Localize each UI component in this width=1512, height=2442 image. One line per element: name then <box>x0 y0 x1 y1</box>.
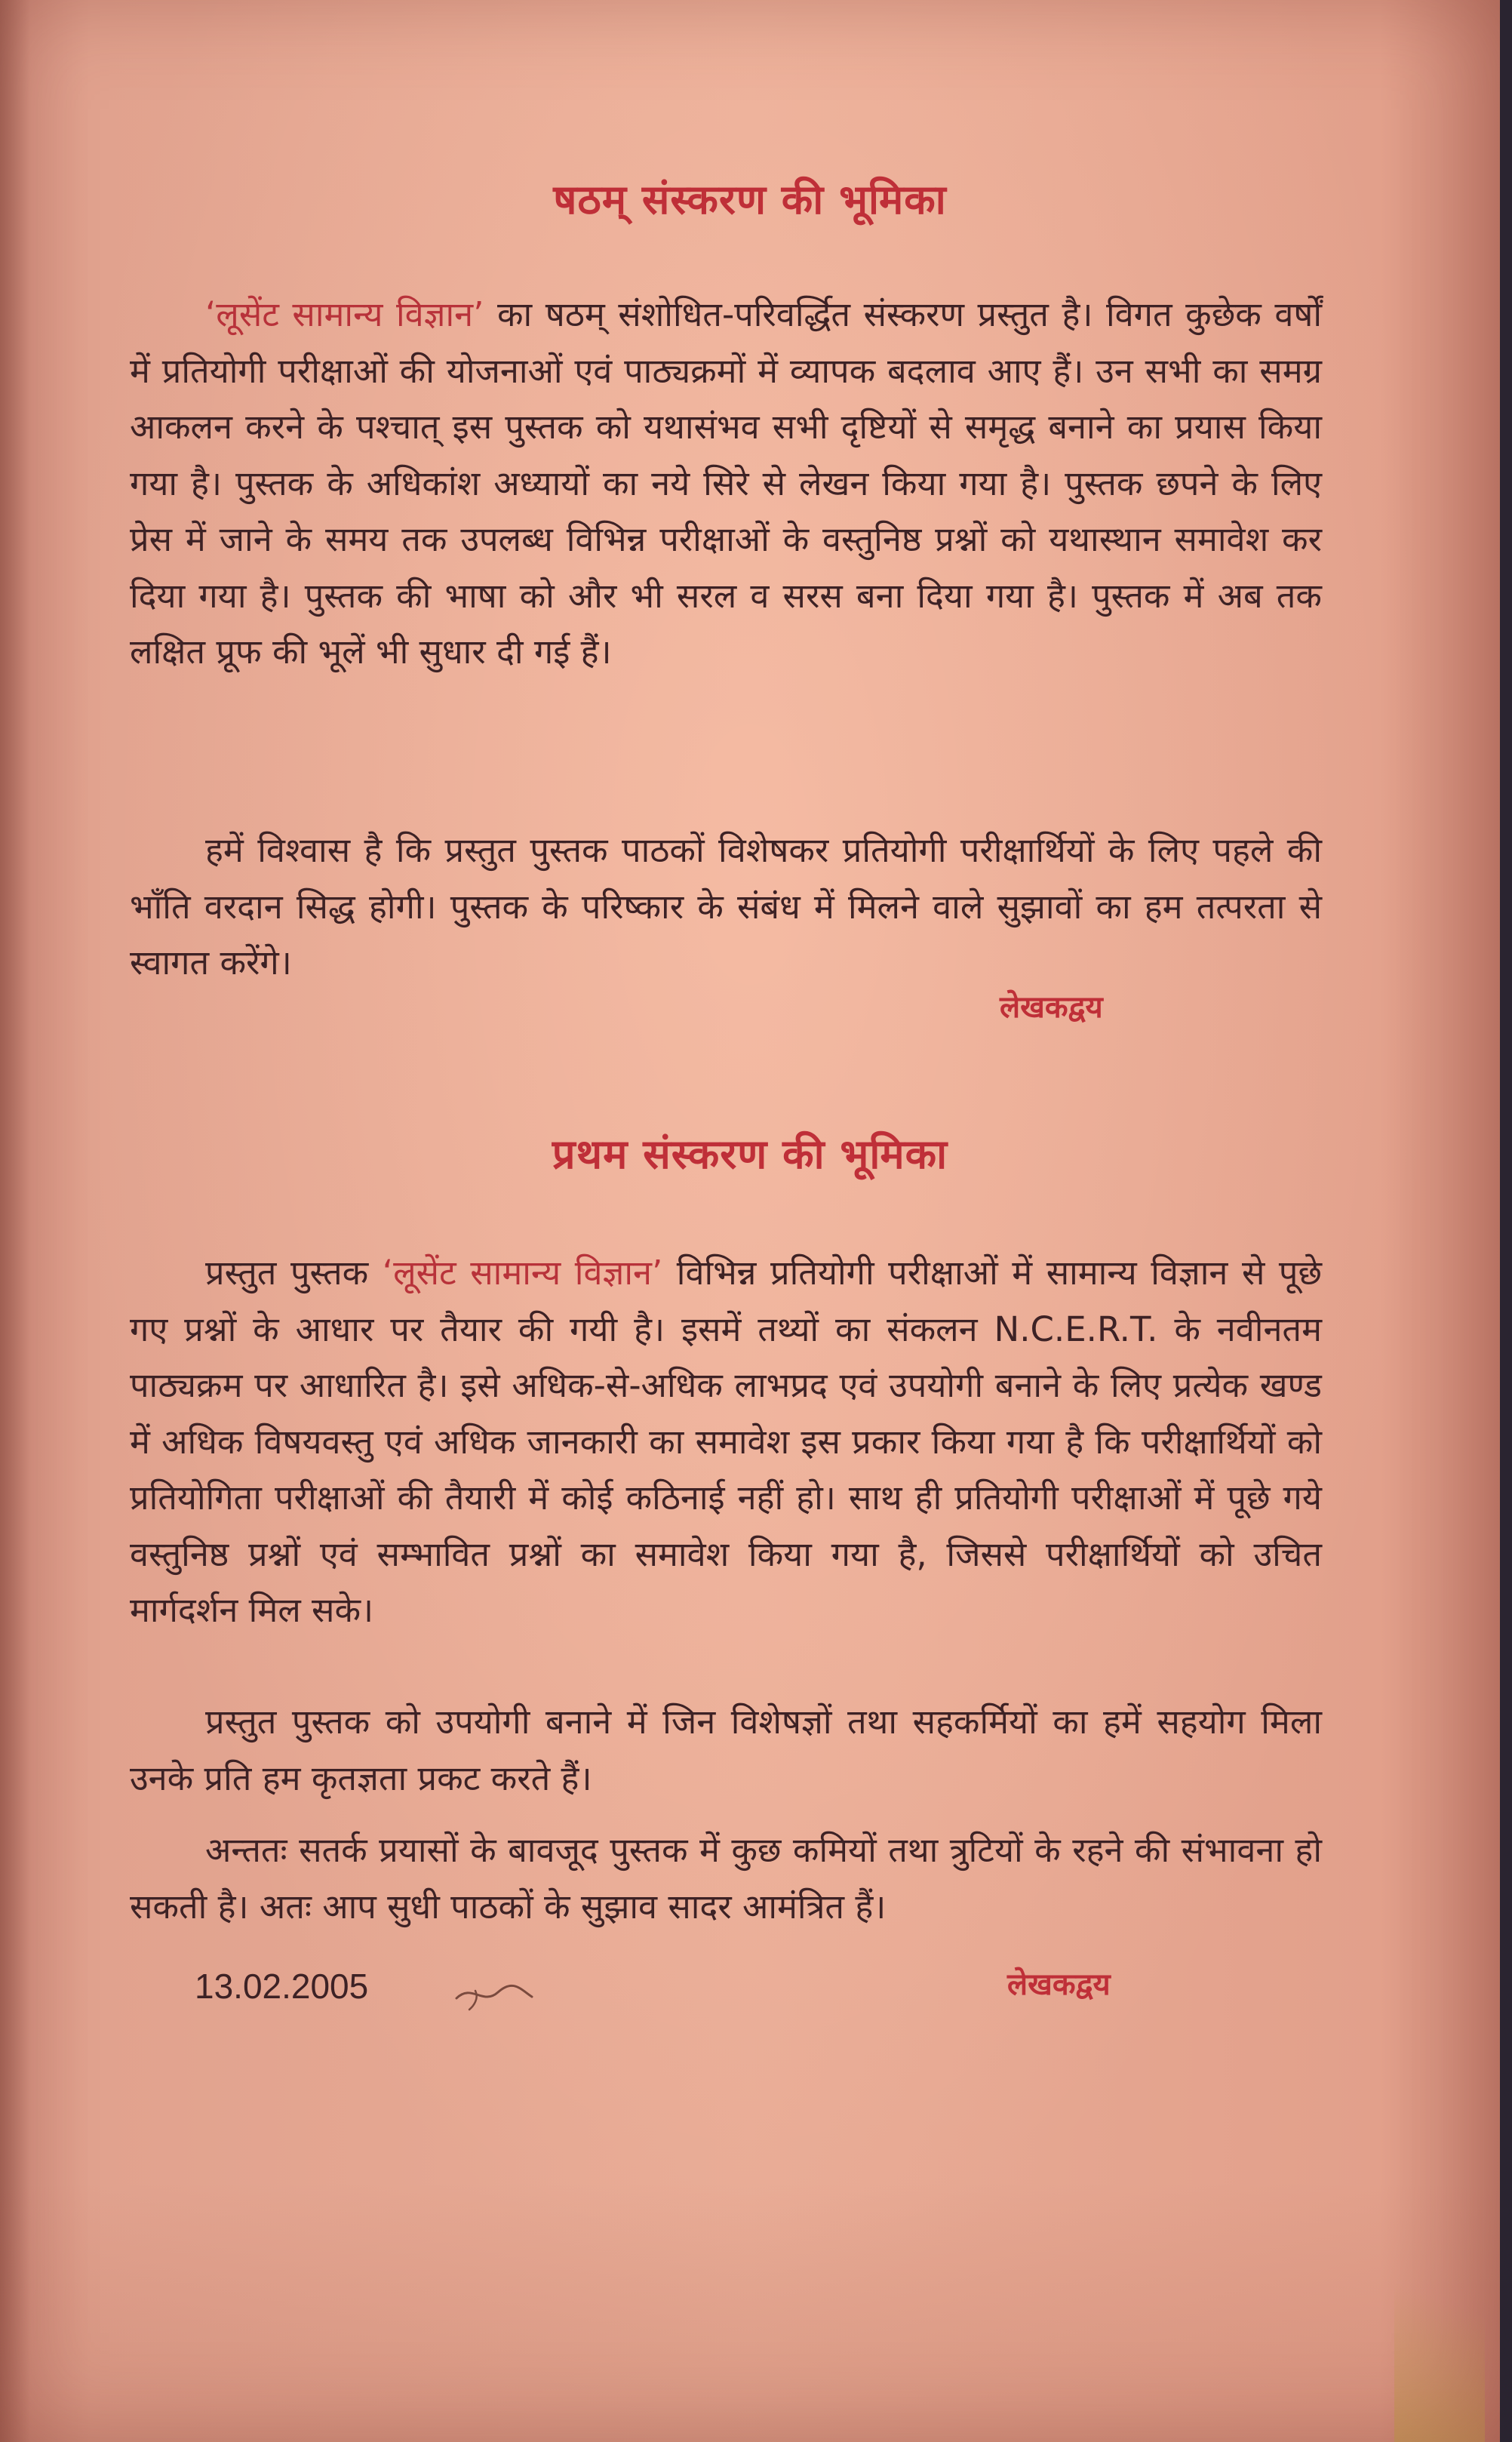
first-edition-paragraph-3: अन्ततः सतर्क प्रयासों के बावजूद पुस्तक में कुछ कमियों तथा त्रुटियों के रहने की संभावना हो सकती है। अतः आप सुधी पाठकों के सुझाव सादर आमंत्रित हैं। <box>130 1830 1322 1927</box>
page-corner-wear <box>1394 2246 1485 2442</box>
page-spine-shadow <box>0 0 30 2442</box>
sixth-edition-heading: षठम् संस्करण की भूमिका <box>553 176 947 223</box>
preface-date: 13.02.2005 <box>195 1967 369 2006</box>
first-edition-heading: प्रथम संस्करण की भूमिका <box>552 1130 948 1178</box>
ink-flourish-icon <box>453 1976 536 2013</box>
authors-signature: लेखकद्वय <box>1007 1967 1111 2002</box>
first-edition-paragraph-2: प्रस्तुत पुस्तक को उपयोगी बनाने में जिन विशेषज्ञों तथा सहकर्मियों का हमें सहयोग मिला उनके प्रति हम कृतज्ञता प्रकट करते हैं। <box>130 1702 1322 1798</box>
first-edition-paragraph-1 <box>130 1245 1322 1639</box>
authors-signature: लेखकद्वय <box>1000 990 1103 1025</box>
sixth-edition-paragraph-1 <box>130 287 1322 681</box>
book-title-reference: ‘लूसेंट सामान्य विज्ञान’ <box>382 1253 663 1293</box>
paragraph-lead: प्रस्तुत पुस्तक <box>205 1253 383 1293</box>
sixth-edition-paragraph-2: हमें विश्वास है कि प्रस्तुत पुस्तक पाठकों विशेषकर प्रतियोगी परीक्षार्थियों के लिए पहले की भाँति वरदान सिद्ध होगी। पुस्तक के परिष्कार के संबंध में मिलने वाले सुझावों का हम तत्परता से स्वागत करेंगे। <box>130 830 1322 983</box>
book-title-reference: ‘लूसेंट सामान्य विज्ञान’ <box>205 294 484 334</box>
paragraph-text: का षठम् संशोधित-परिवर्द्धित संस्करण प्रस्तुत है। विगत कुछेक वर्षों में प्रतियोगी परीक्षाओं की योजनाओं एवं पाठ्यक्रमों में व्यापक बदलाव आए हैं। उन सभी का समग्र आकलन करने के पश्चात् इस पुस्तक को यथासंभव सभी दृष्टियों से समृद्ध बनाने का प्रयास किया गया है। पुस्तक के अधिकांश अध्यायों का नये सिरे से लेखन किया गया है। पुस्तक छपने के लिए प्रेस में जाने के समय तक उपलब्ध विभिन्न परीक्षाओं के वस्तुनिष्ठ प्रश्नों को यथास्थान समावेश कर दिया गया है। पुस्तक की भाषा को और भी सरल व सरस बना दिया गया है। पुस्तक में अब तक लक्षित प्रूफ की भूलें भी सुधार दी गई हैं। <box>130 294 1323 672</box>
paragraph-text: विभिन्न प्रतियोगी परीक्षाओं में सामान्य विज्ञान से पूछे गए प्रश्नों के आधार पर तैयार की गयी है। इसमें तथ्यों का संकलन N.C.E.R.T. के नवीनतम पाठ्यक्रम पर आधारित है। इसे अधिक-से-अधिक लाभप्रद एवं उपयोगी बनाने के लिए प्रत्येक खण्ड में अधिक विषयवस्तु एवं अधिक जानकारी का समावेश इस प्रकार किया गया है कि परीक्षार्थियों को प्रतियोगिता परीक्षाओं की तैयारी में कोई कठिनाई नहीं हो। साथ ही प्रतियोगी परीक्षाओं में पूछे गये वस्तुनिष्ठ प्रश्नों एवं सम्भावित प्रश्नों का समावेश किया गया है, जिससे परीक्षार्थियों को उचित मार्गदर्शन मिल सके। <box>130 1253 1323 1630</box>
